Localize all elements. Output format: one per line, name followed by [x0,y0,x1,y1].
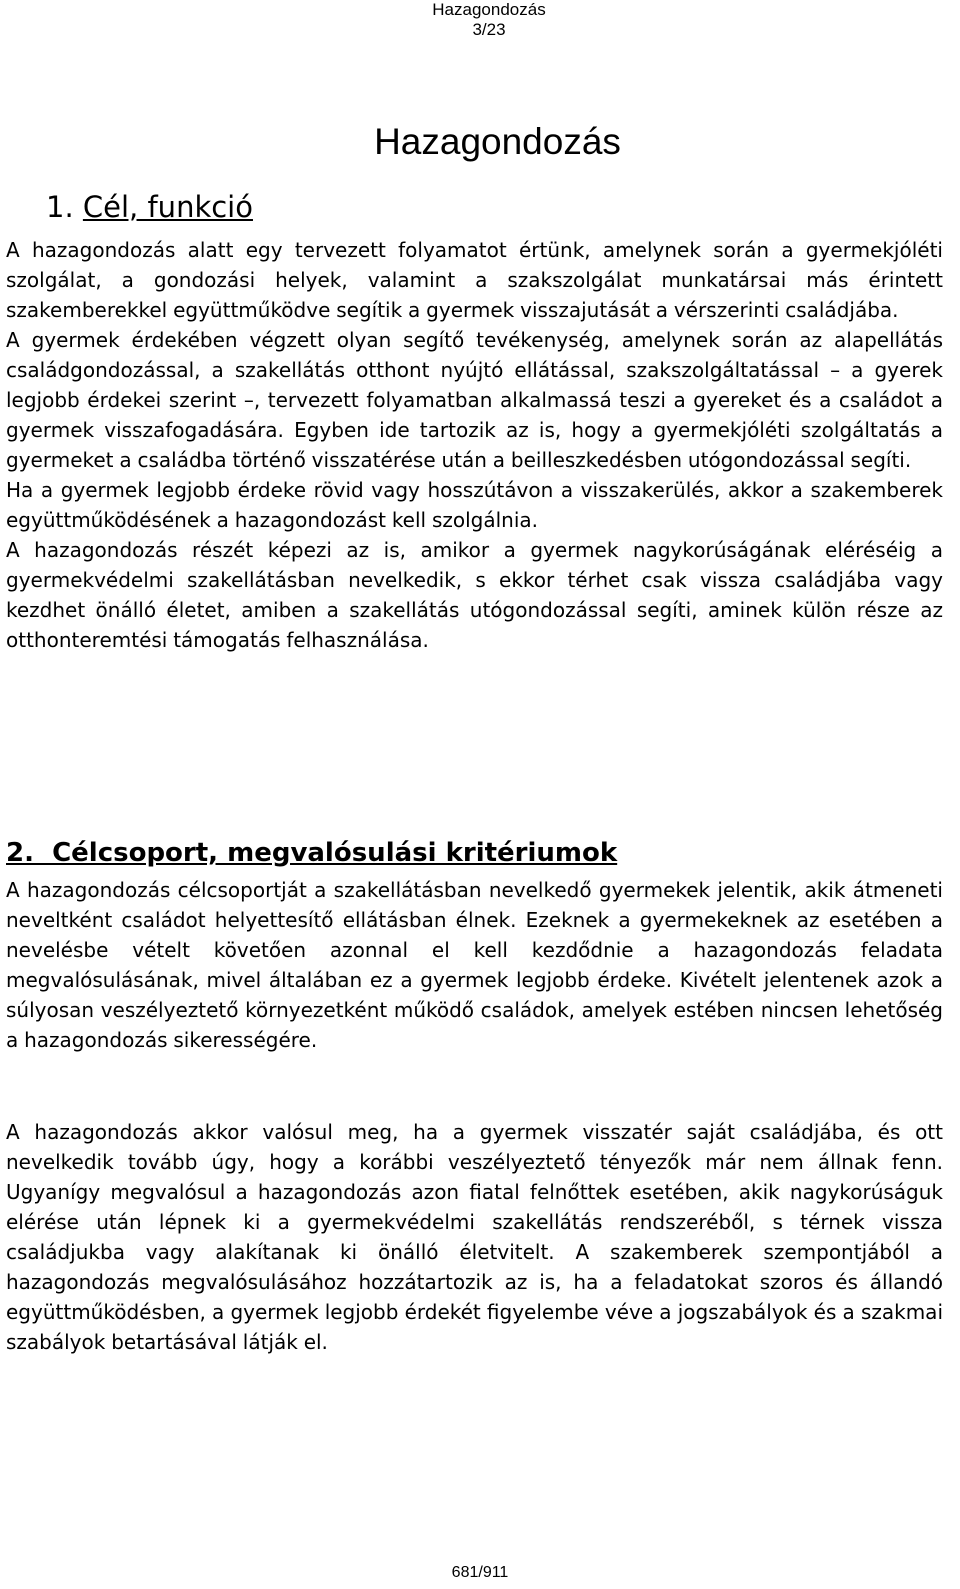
section-1-paragraph: Ha a gyermek legjobb érdeke rövid vagy hosszútávon a visszakerülés, akkor a szakemberek együttműködésének a hazagondozást kell szolgálnia. [6,478,943,532]
section-1-paragraph: A gyermek érdekében végzett olyan segítő tevékenység, amelynek során az alapellátás családgondozással, a szakellátás otthont nyújtó ellátással, szakszolgáltatással – a gyerek legjobb érdekei szerint –, tervezett folyamatban alkalmassá teszi a gyereket és a családot a gyermek visszafogadására. Egyben ide tartozik az is, hogy a gyermekjóléti szolgáltatás a gyermeket a családba történő visszatérése után a beilleszkedésben utógondozással segíti. [6,328,943,472]
section-1-paragraph: A hazagondozás alatt egy tervezett folyamatot értünk, amelynek során a gyermekjóléti szolgálat, a gondozási helyek, valamint a szakszolgálat munkatársai más érintett szakemberekkel együttműködve segítik a gyermek visszajutását a vérszerinti családjába. [6,238,943,322]
section-1-number: 1. [46,190,74,224]
section-2-body [6,875,943,1055]
section-1-paragraph: A hazagondozás részét képezi az is, amikor a gyermek nagykorúságának eléréséig a gyermekvédelmi szakellátásban nevelkedik, s ekkor térhet csak vissza családjába vagy kezdhet önálló életet, amiben a szakellátás utógondozással segíti, aminek külön része az otthonteremtési támogatás felhasználása. [6,538,943,652]
header-page-number: 3/23 [472,20,506,39]
section-2-paragraph: A hazagondozás célcsoportját a szakellátásban nevelkedő gyermekek jelentik, akik átmeneti neveltként családot helyettesítő ellátásban élnek. Ezeknek a gyermekeknek az esetében a nevelésbe vételt követően azonnal el kell kezdődnie a hazagondozás feladata megvalósulásának, mivel általában ez a gyermek legjobb érdeke. Kivételt jelentenek azok a súlyosan veszélyeztető környezetként működő családok, amelyek estében nincsen lehetőség a hazagondozás sikerességére. [6,878,943,1052]
section-1-heading [46,189,253,225]
section-1-title: Cél, funkció [82,190,253,224]
section-2-paragraph: A hazagondozás akkor valósul meg, ha a gyermek visszatér saját családjába, és ott nevelkedik tovább úgy, hogy a korábbi veszélyeztető tényezők már nem állnak fenn. Ugyanígy megvalósul a hazagondozás azon fiatal felnőttek esetében, akik nagykorúságuk elérése után lépnek ki a gyermekvédelmi szakellátás rendszeréből, s térnek vissza családjukba vagy alakítanak ki önálló életvitelt. A szakemberek szempontjából a hazagondozás megvalósulásához hozzátartozik az is, ha a feladatokat szoros és állandó együttműködésben, a gyermek legjobb érdekét figyelembe véve a jogszabályok és a szakmai szabályok betartásával látják el. [6,1120,943,1354]
page-header [0,0,960,40]
section-2-body-continued [6,1117,943,1357]
document-title: Hazagondozás [374,121,621,162]
section-2-heading: 2. Célcsoport, megvalósulási kritériumok [6,838,618,868]
section-1-body [6,235,943,655]
header-title: Hazagondozás [432,0,546,19]
page-footer-number: 681/911 [451,1564,509,1581]
